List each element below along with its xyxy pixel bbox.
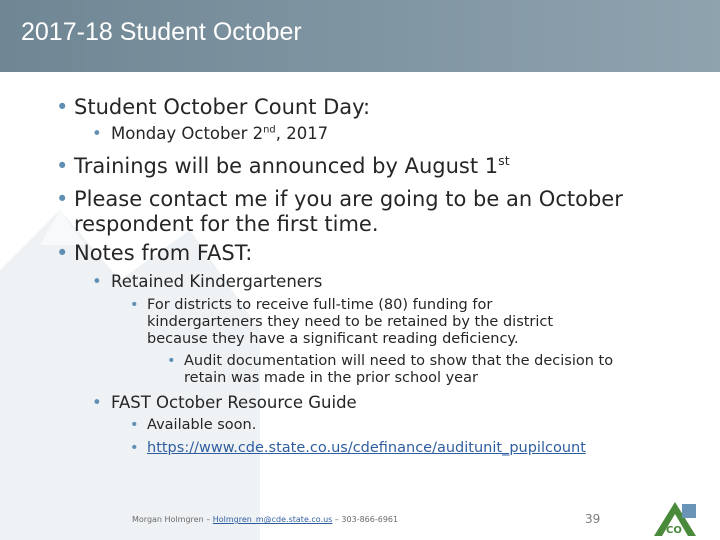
bullet-funding-line1: For districts to receive full-time (80) funding for (147, 297, 493, 313)
bullet-resource-guide: FAST October Resource Guide (111, 393, 357, 412)
bullet-icon: • (130, 440, 139, 456)
bullet-icon: • (56, 154, 69, 178)
bullet-retained-kindergarteners: Retained Kindergarteners (111, 272, 323, 291)
bullet-count-day: Student October Count Day: (74, 95, 371, 119)
bullet-available-soon: Available soon. (147, 417, 257, 433)
logo-text: CO (666, 525, 682, 536)
bullet-trainings: Trainings will be announced by August 1st (74, 153, 510, 178)
bullet-icon: • (92, 124, 102, 143)
bullet-icon: • (56, 241, 69, 265)
bullet-icon: • (56, 95, 69, 119)
page-number: 39 (585, 512, 601, 526)
bullet-notes-fast: Notes from FAST: (74, 241, 253, 265)
bullet-contact-line2: respondent for the first time. (74, 212, 379, 236)
footer-phone: – 303-866-6961 (334, 515, 399, 524)
bullet-icon: • (167, 353, 176, 369)
bullet-icon: • (92, 272, 102, 291)
colorado-logo (652, 500, 698, 538)
bullet-icon: • (92, 393, 102, 412)
bullet-funding-line2: kindergarteners they need to be retained by the district (147, 314, 554, 330)
bullet-audit-line2: retain was made in the prior school year (184, 370, 478, 386)
bullet-count-date: Monday October 2nd, 2017 (111, 124, 329, 143)
footer (132, 515, 398, 524)
bullet-icon: • (130, 297, 139, 313)
bullet-funding-line3: because they have a significant reading deficiency. (147, 331, 519, 347)
bullet-contact-line1: Please contact me if you are going to be an October (74, 187, 623, 211)
bullet-icon: • (130, 417, 139, 433)
slide-title: 2017-18 Student October (21, 18, 302, 46)
footer-email-link[interactable]: Holmgren_m@cde.state.co.us (212, 515, 333, 524)
footer-name: Morgan Holmgren – (132, 515, 211, 524)
resource-link[interactable]: https://www.cde.state.co.us/cdefinance/auditunit_pupilcount (147, 440, 586, 456)
bullet-icon: • (56, 187, 69, 211)
bullet-audit-line1: Audit documentation will need to show that the decision to (184, 353, 614, 369)
